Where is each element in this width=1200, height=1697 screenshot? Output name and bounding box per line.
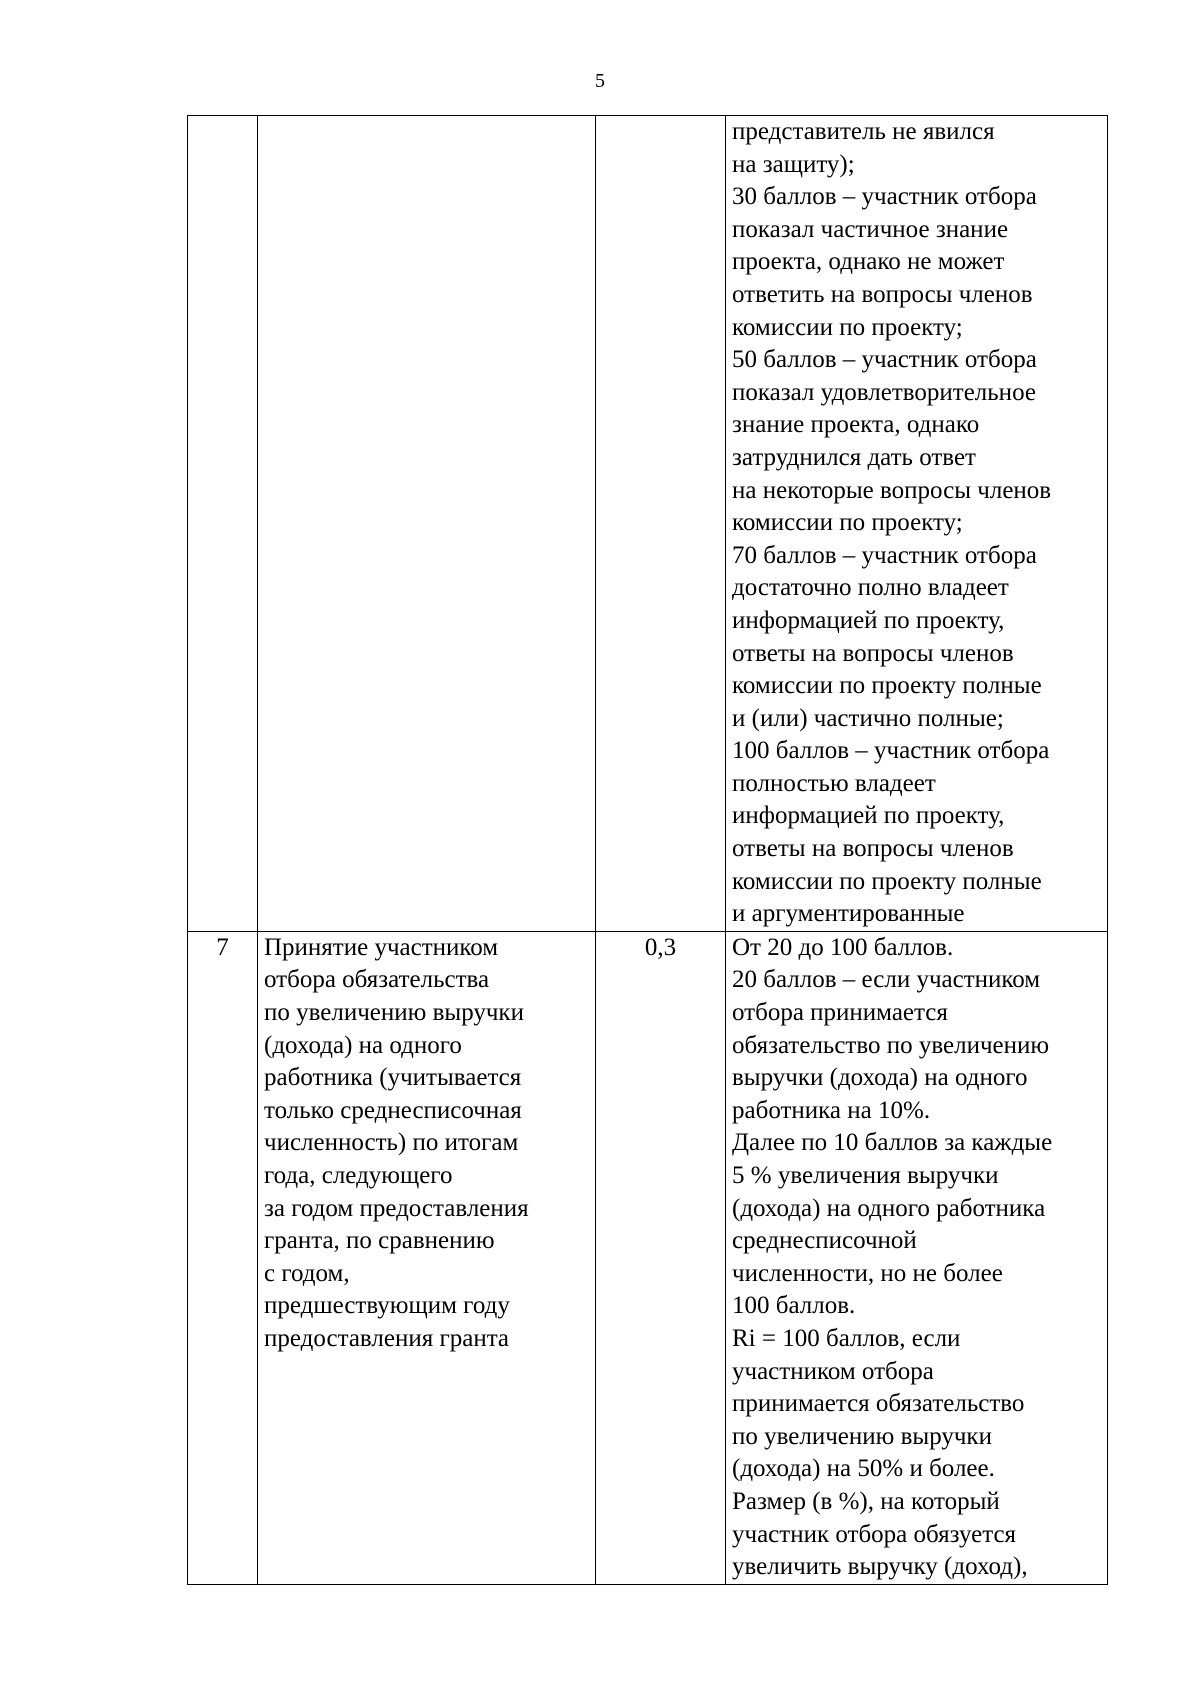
- text-line: комиссии по проекту полные: [732, 867, 1042, 895]
- text-line: (дохода) на 50% и более.: [732, 1455, 995, 1483]
- text-line: на некоторые вопросы членов: [732, 476, 1052, 504]
- text-line: предшествующим году: [264, 1292, 510, 1320]
- text-line: (дохода) на одного: [264, 1031, 462, 1059]
- text-line: полностью владеет: [732, 769, 936, 797]
- text-line: Принятие участником: [264, 933, 499, 961]
- text-line: Далее по 10 баллов за каждые: [732, 1129, 1053, 1157]
- text-line: с годом,: [264, 1259, 350, 1287]
- row-number-cell: 7: [188, 931, 258, 1584]
- text-line: знание проекта, однако: [732, 411, 980, 439]
- text-line: по увеличению выручки: [732, 1422, 992, 1450]
- text-line: представитель не явился: [732, 118, 995, 145]
- text-line: Размер (в %), на который: [732, 1487, 1000, 1515]
- text-line: информацией по проекту,: [732, 606, 1005, 634]
- text-line: гранта, по сравнению: [264, 1227, 495, 1255]
- text-line: предоставления гранта: [264, 1324, 510, 1352]
- text-line: 100 баллов – участник отбора: [732, 737, 1050, 765]
- text-line: Ri = 100 баллов, если: [732, 1324, 961, 1352]
- scoring-cell: [726, 116, 1108, 932]
- text-line: года, следующего: [264, 1162, 453, 1189]
- page-number: 5: [595, 70, 605, 92]
- text-line: и аргументированные: [732, 900, 965, 928]
- text-line: показал частичное знание: [732, 215, 1009, 243]
- text-line: затруднился дать ответ: [732, 443, 976, 471]
- text-line: на защиту);: [732, 150, 855, 178]
- text-line: и (или) частично полные;: [732, 704, 1004, 732]
- text-line: комиссии по проекту;: [732, 313, 963, 341]
- text-line: 70 баллов – участник отбора: [732, 541, 1037, 569]
- text-line: 5 % увеличения выручки: [732, 1162, 999, 1189]
- text-line: участником отбора: [732, 1357, 934, 1385]
- text-line: участник отбора обязуется: [732, 1520, 1017, 1548]
- text-line: среднесписочной: [732, 1227, 917, 1255]
- text-line: (дохода) на одного работника: [732, 1194, 1046, 1222]
- criterion-cell: [258, 931, 596, 1584]
- text-line: численности, но не более: [732, 1259, 1003, 1287]
- text-line: информацией по проекту,: [732, 802, 1005, 830]
- text-line: обязательство по увеличению: [732, 1031, 1050, 1059]
- text-line: 50 баллов – участник отбора: [732, 346, 1037, 374]
- text-line: От 20 до 100 баллов.: [732, 933, 954, 961]
- weight-cell: 0,3: [596, 931, 726, 1584]
- row-number-cell: [188, 116, 258, 932]
- text-line: комиссии по проекту полные: [732, 672, 1042, 700]
- table-row: [188, 931, 1108, 1584]
- text-line: только среднесписочная: [264, 1096, 522, 1124]
- scoring-cell: [726, 931, 1108, 1584]
- text-line: принимается обязательство: [732, 1390, 1025, 1418]
- text-line: работника (учитывается: [264, 1064, 522, 1092]
- criteria-table: [187, 115, 1108, 1585]
- text-line: работника на 10%.: [732, 1096, 931, 1124]
- text-line: 100 баллов.: [732, 1292, 856, 1320]
- weight-cell: [596, 116, 726, 932]
- text-line: проекта, однако не может: [732, 248, 1005, 276]
- text-line: ответы на вопросы членов: [732, 835, 1014, 863]
- text-line: отбора принимается: [732, 999, 948, 1027]
- text-line: численность) по итогам: [264, 1129, 519, 1157]
- text-line: 20 баллов – если участником: [732, 966, 1041, 994]
- text-line: 30 баллов – участник отбора: [732, 183, 1037, 211]
- text-line: выручки (дохода) на одного: [732, 1064, 1028, 1092]
- text-line: показал удовлетворительное: [732, 378, 1036, 406]
- text-line: достаточно полно владеет: [732, 574, 1009, 602]
- table-row: [188, 116, 1108, 932]
- criterion-cell: [258, 116, 596, 932]
- text-line: за годом предоставления: [264, 1194, 529, 1222]
- text-line: ответы на вопросы членов: [732, 639, 1014, 667]
- text-line: по увеличению выручки: [264, 999, 524, 1027]
- text-line: отбора обязательства: [264, 966, 490, 994]
- text-line: увеличить выручку (доход),: [732, 1553, 1028, 1581]
- text-line: ответить на вопросы членов: [732, 280, 1033, 308]
- text-line: комиссии по проекту;: [732, 509, 963, 537]
